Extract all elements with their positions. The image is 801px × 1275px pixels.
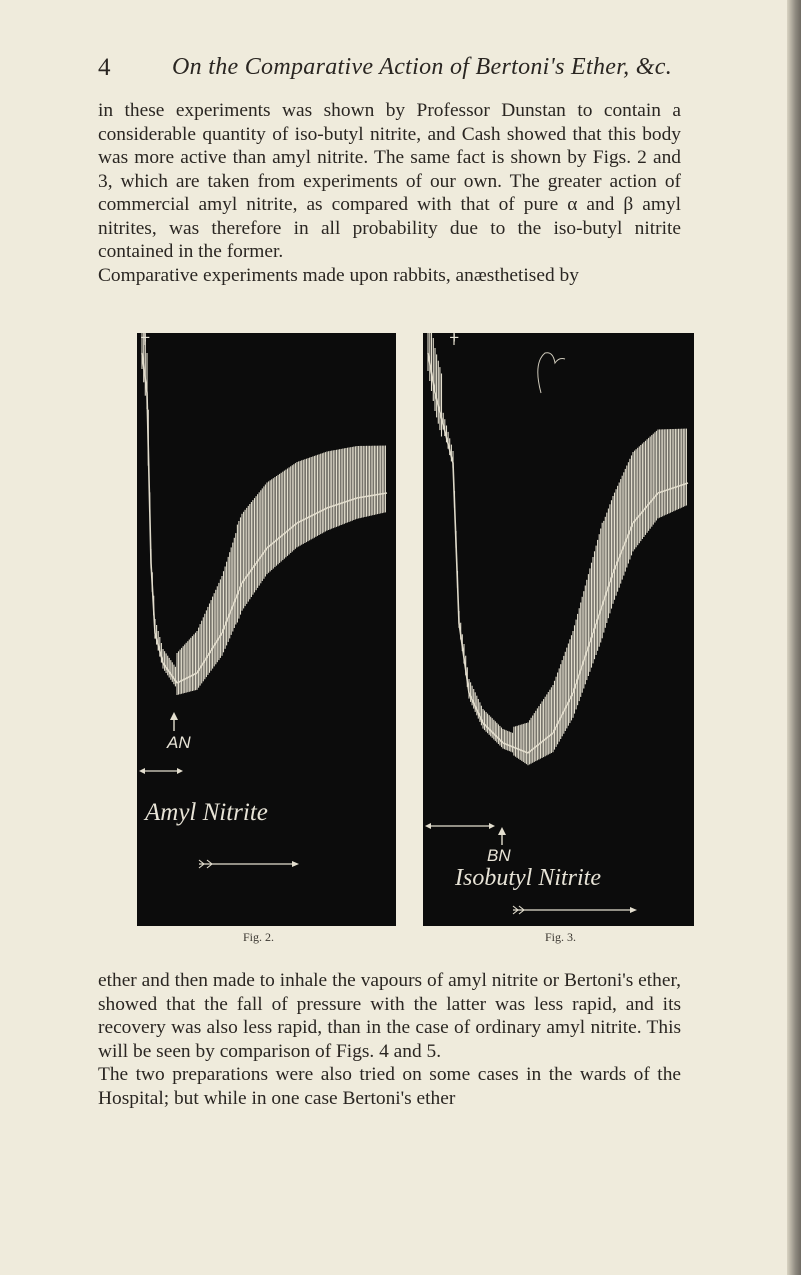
paragraph: Comparative experiments made upon rabbits, anæsthetised by (98, 264, 579, 286)
figure-2-trace (137, 333, 396, 926)
page-edge-shadow (787, 0, 801, 1275)
text-block-top (98, 99, 681, 287)
running-title: On the Comparative Action of Bertoni's Ether, &c. (172, 54, 672, 80)
pulse-oscillations (142, 333, 385, 695)
figure-2-label: Amyl Nitrite (145, 799, 268, 826)
plus-marker: + (140, 333, 150, 347)
plus-marker: + (449, 333, 459, 347)
page-number: 4 (98, 54, 111, 81)
text-block-bottom (98, 969, 681, 1110)
figure-2-caption: Fig. 2. (243, 930, 275, 944)
figure-2-tracing (137, 333, 396, 926)
up-arrow-head (498, 827, 506, 835)
paragraph: The two preparations were also tried on some cases in the wards of the Hospital; but while in one case Bertoni's ether (98, 1064, 681, 1109)
figure-3-label: Isobutyl Nitrite (455, 865, 601, 891)
marker-letters: BN (487, 846, 511, 865)
annotation-scribble (538, 353, 565, 393)
figure-3-tracing (423, 333, 694, 926)
figure-3-trace (423, 333, 694, 926)
up-arrow-head (170, 712, 178, 720)
paragraph: in these experiments was shown by Professor Dunstan to contain a considerable quantity of iso-butyl nitrite, and Cash showed that this body was more active than amyl nitrite. The same fact is shown by Figs. 2 and 3, which are taken from experiments of our own. The greater action of commercial amyl nitrite, as compared with that of pure α and β amyl nitrites, was therefore in all probability due to the iso-butyl nitrite contained in the former. (98, 100, 681, 262)
figure-3-caption: Fig. 3. (545, 930, 577, 944)
pulse-oscillations (428, 333, 686, 765)
marker-letters: AN (167, 733, 191, 752)
paragraph: ether and then made to inhale the vapours of amyl nitrite or Bertoni's ether, showed that the fall of pressure with the latter was less rapid, and its recovery was also less rapid, than in the case of ordinary amyl nitrite. This will be seen by comparison of Figs. 4 and 5. (98, 970, 681, 1062)
